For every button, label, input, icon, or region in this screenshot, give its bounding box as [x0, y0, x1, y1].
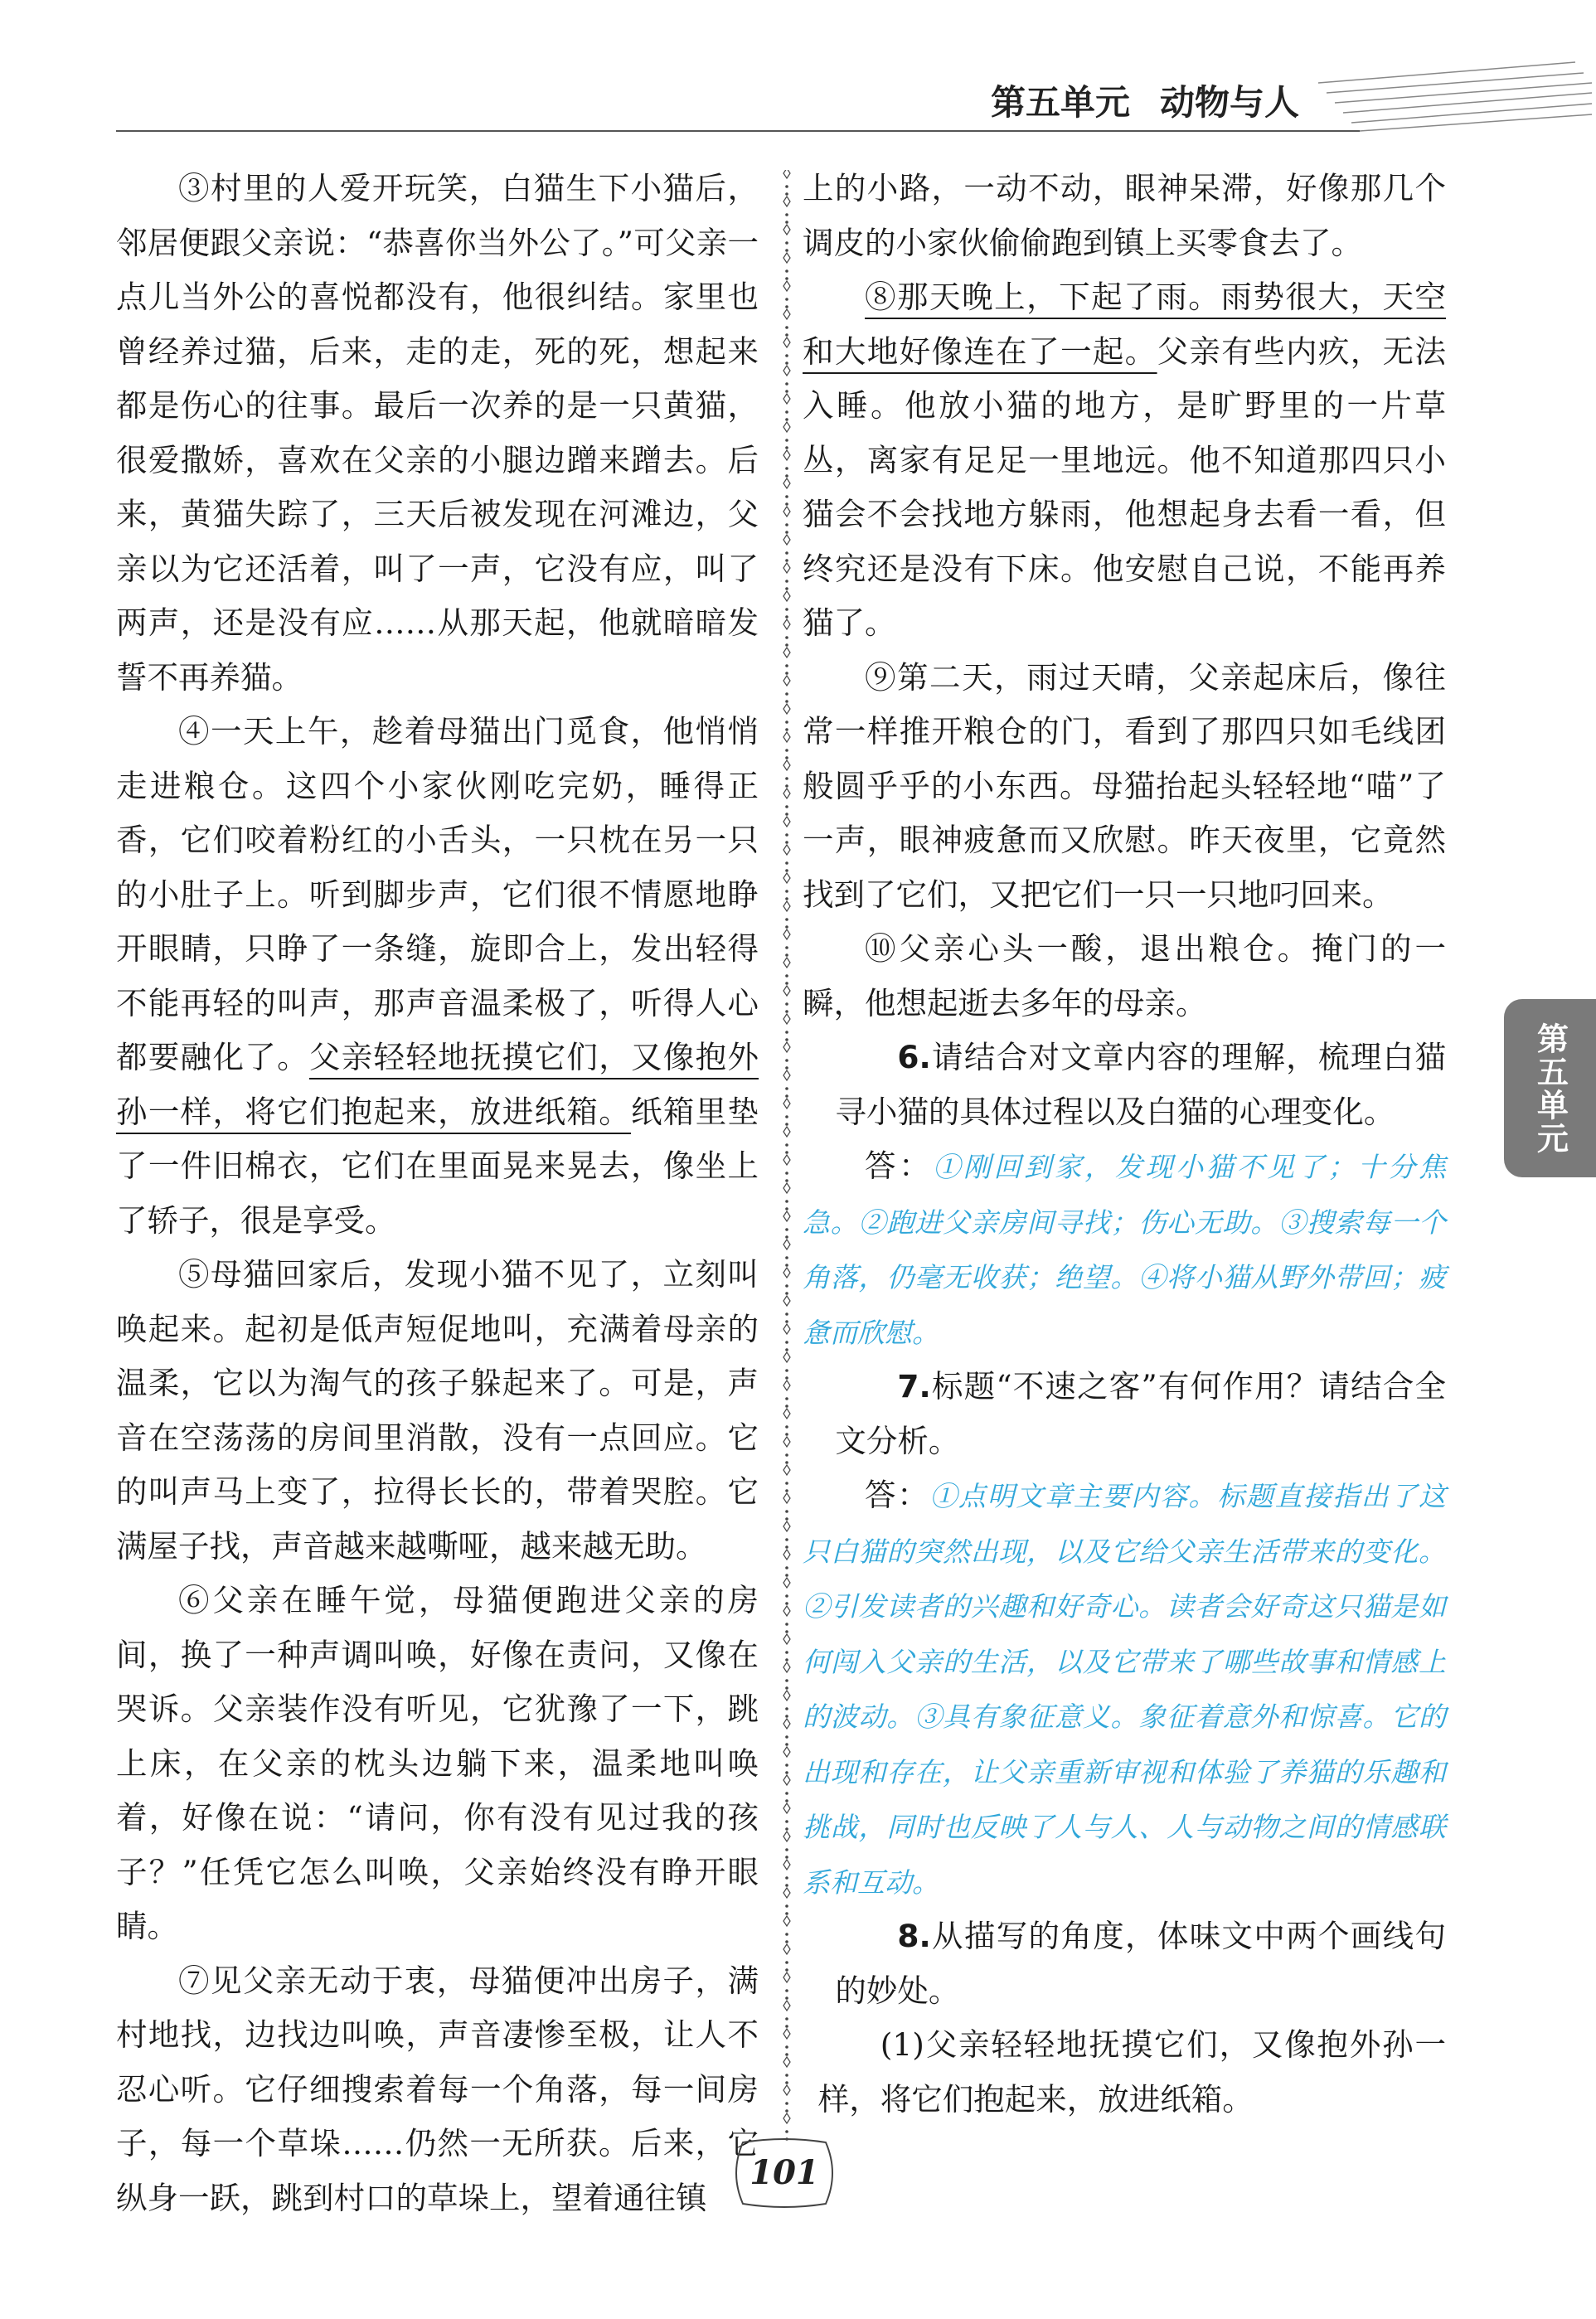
- divider-diamond: [783, 535, 790, 545]
- divider-dot: [785, 1933, 788, 1936]
- paragraph-4: [116, 705, 759, 1248]
- divider-diamond: [783, 704, 790, 714]
- divider-diamond: [783, 1775, 790, 1785]
- divider-dot: [785, 531, 788, 534]
- divider-dot: [785, 2074, 788, 2077]
- question-8-text: 从描写的角度，体味文中两个画线句的妙处。: [835, 1918, 1446, 2009]
- divider-dot: [785, 672, 788, 675]
- divider-diamond: [783, 1550, 790, 1560]
- divider-dot: [785, 1482, 788, 1485]
- divider-dot: [785, 1538, 788, 1541]
- divider-diamond: [783, 1860, 790, 1870]
- divider-dot: [785, 1404, 788, 1408]
- divider-dot: [785, 1884, 788, 1887]
- divider-dot: [785, 221, 788, 224]
- divider-dot: [785, 1764, 788, 1767]
- divider-diamond: [783, 1240, 790, 1249]
- divider-dot: [785, 700, 788, 703]
- divider-diamond: [783, 817, 790, 827]
- question-7-number: 7.: [897, 1368, 931, 1404]
- divider-diamond: [783, 788, 790, 798]
- page-number: 101: [749, 2153, 819, 2192]
- paragraph-5: ⑤母猫回家后，发现小猫不见了，立刻叫唤起来。起初是低声短促地叫，充满着母亲的温柔，它以为淘气的孩子躲起来了。可是，声音在空荡荡的房间里消散，没有一点回应。它的叫声马上变了，拉得长长的，带着哭腔。它满屋子找，声音越来越嘶哑，越来越无助。: [116, 1256, 759, 1565]
- paragraph-7: ⑦见父亲无动于衷，母猫便冲出房子，满村地找，边找边叫唤，声音凄惨至极，让人不忍心听。它仔细搜索着每一个角落，每一间房子，每一个草垛……仍然一无所获。后来，它纵身一跃，跳到村口的草垛上，望着通往镇: [116, 1962, 759, 2216]
- divider-diamond: [783, 1296, 790, 1306]
- underlined-sentence-2: ⑧那天晚上，下起了雨。雨势很大，天空和大地好像连在了一起。: [803, 279, 1446, 370]
- question-6-number: 6.: [897, 1039, 931, 1075]
- divider-diamond: [783, 1803, 790, 1813]
- divider-dot: [785, 559, 788, 562]
- paragraph-7-continued: 上的小路，一动不动，眼神呆滞，好像那几个调皮的小家伙偷偷跑到镇上买零食去了。: [803, 170, 1446, 261]
- divider-dot: [785, 813, 788, 816]
- divider-diamond: [783, 1465, 790, 1475]
- divider-diamond: [783, 986, 790, 996]
- divider-dot: [785, 1369, 788, 1372]
- divider-dot: [785, 1856, 788, 1859]
- divider-dot: [785, 1066, 788, 1070]
- underlined-sentence-1: 父亲轻轻地抚摸它们，又像抱外孙一样，将它们抱起来，放进纸箱。: [116, 1039, 759, 1130]
- divider-diamond: [783, 450, 790, 460]
- divider-dot: [785, 249, 788, 252]
- divider-dot: [785, 756, 788, 759]
- divider-dot: [785, 1123, 788, 1126]
- divider-dot: [785, 1284, 788, 1288]
- divider-diamond: [783, 929, 790, 939]
- divider-diamond: [783, 2057, 790, 2067]
- right-column: [803, 162, 1446, 2127]
- answer-6-label: 答：: [865, 1147, 934, 1184]
- column-divider: [781, 170, 793, 2143]
- divider-diamond: [783, 1916, 790, 1926]
- divider-diamond: [783, 1183, 790, 1193]
- divider-dot: [785, 298, 788, 301]
- divider-diamond: [783, 1324, 790, 1334]
- divider-diamond: [783, 1719, 790, 1729]
- divider-dot: [785, 551, 788, 555]
- divider-dot: [785, 1623, 788, 1626]
- divider-dot: [785, 869, 788, 872]
- divider-diamond: [783, 1493, 790, 1503]
- divider-diamond: [783, 873, 790, 883]
- divider-dot: [785, 2045, 788, 2049]
- divider-dot: [785, 1799, 788, 1802]
- divider-diamond: [783, 648, 790, 657]
- divider-dot: [785, 2017, 788, 2021]
- divider-diamond: [783, 760, 790, 770]
- divider-dot: [785, 495, 788, 498]
- divider-dot: [785, 1172, 788, 1175]
- divider-dot: [785, 1453, 788, 1457]
- divider-dot: [785, 1002, 788, 1006]
- divider-dot: [785, 1200, 788, 1203]
- divider-diamond: [783, 225, 790, 235]
- question-8-sub-1: (1)父亲轻轻地抚摸它们，又像抱外孙一样，将它们抱起来，放进纸箱。: [817, 2026, 1446, 2118]
- divider-diamond: [783, 478, 790, 488]
- left-column: [116, 162, 759, 2225]
- divider-dot: [785, 1968, 788, 1972]
- divider-diamond: [783, 1831, 790, 1841]
- divider-diamond: [783, 1042, 790, 1052]
- divider-diamond: [783, 394, 790, 404]
- paragraph-9: ⑨第二天，雨过天晴，父亲起床后，像往常一样推开粮仓的门，看到了那四只如毛线团般圆乎乎的小东西。母猫抬起头轻轻地“喵”了一声，眼神疲惫而又欣慰。昨天夜里，它竟然找到了它们，又把它们一只一只地叼回来。: [803, 658, 1446, 913]
- divider-dot: [785, 1602, 788, 1605]
- divider-dot: [785, 636, 788, 639]
- divider-dot: [785, 1292, 788, 1295]
- divider-dot: [785, 446, 788, 449]
- divider-dot: [785, 1545, 788, 1549]
- divider-diamond: [783, 1127, 790, 1137]
- divider-diamond: [783, 901, 790, 911]
- divider-dot: [785, 2130, 788, 2133]
- divider-dot: [785, 1517, 788, 1521]
- divider-dot: [785, 354, 788, 357]
- divider-dot: [785, 1574, 788, 1577]
- divider-dot: [785, 185, 788, 188]
- divider-dot: [785, 805, 788, 808]
- divider-dot: [785, 2102, 788, 2105]
- divider-diamond: [783, 1634, 790, 1644]
- divider-dot: [785, 418, 788, 421]
- divider-dot: [785, 269, 788, 273]
- divider-dot: [785, 1256, 788, 1259]
- divider-diamond: [783, 1578, 790, 1588]
- divider-dot: [785, 749, 788, 752]
- divider-dot: [785, 692, 788, 696]
- divider-dot: [785, 897, 788, 900]
- question-6-text: 请结合对文章内容的理解，梳理白猫寻小猫的具体过程以及白猫的心理变化。: [835, 1039, 1446, 1130]
- divider-dot: [785, 974, 788, 978]
- divider-dot: [785, 277, 788, 280]
- divider-diamond: [783, 591, 790, 601]
- divider-dot: [785, 1989, 788, 1992]
- divider-dot: [785, 608, 788, 611]
- divider-diamond: [783, 732, 790, 742]
- divider-dot: [785, 1320, 788, 1323]
- divider-diamond: [783, 2001, 790, 2011]
- divider-diamond: [783, 170, 790, 178]
- divider-dot: [785, 890, 788, 893]
- divider-dot: [785, 587, 788, 590]
- divider-diamond: [783, 1972, 790, 1982]
- divider-dot: [785, 1630, 788, 1633]
- divider-dot: [785, 861, 788, 865]
- divider-dot: [785, 1707, 788, 1710]
- divider-dot: [785, 305, 788, 308]
- divider-diamond: [783, 676, 790, 686]
- divider-diamond: [783, 1070, 790, 1080]
- divider-diamond: [783, 366, 790, 376]
- divider-dot: [785, 410, 788, 414]
- divider-dot: [785, 382, 788, 386]
- divider-dot: [785, 1848, 788, 1851]
- divider-dot: [785, 2081, 788, 2084]
- answer-6-handwritten: ①刚回到家，发现小猫不见了；十分焦急。②跑进父亲房间寻找；伤心无助。③搜索每一个角落，仍毫无收获；绝望。④将小猫从野外带回；疲惫而欣慰。: [803, 1151, 1447, 1349]
- divider-dot: [785, 1912, 788, 1915]
- unit-side-tab-label: 第五单元: [1531, 1021, 1569, 1155]
- divider-dot: [785, 1348, 788, 1351]
- divider-diamond: [783, 2029, 790, 2039]
- divider-diamond: [783, 1352, 790, 1362]
- divider-dot: [785, 1207, 788, 1210]
- divider-dot: [785, 361, 788, 365]
- divider-dot: [785, 1376, 788, 1380]
- divider-dot: [785, 580, 788, 583]
- divider-diamond: [783, 507, 790, 517]
- divider-diamond: [783, 1606, 790, 1616]
- divider-dot: [785, 1094, 788, 1098]
- divider-diamond: [783, 619, 790, 629]
- answer-7-label: 答：: [865, 1477, 930, 1513]
- divider-dot: [785, 1771, 788, 1774]
- divider-dot: [785, 1031, 788, 1034]
- divider-dot: [785, 2053, 788, 2056]
- divider-dot: [785, 1143, 788, 1147]
- divider-diamond: [783, 1099, 790, 1109]
- paragraph-8: [803, 270, 1446, 651]
- divider-dot: [785, 1341, 788, 1344]
- divider-dot: [785, 643, 788, 647]
- divider-dot: [785, 1235, 788, 1239]
- answer-7: [803, 1468, 1446, 1909]
- divider-dot: [785, 615, 788, 619]
- divider-diamond: [783, 845, 790, 855]
- divider-diamond: [783, 1888, 790, 1898]
- divider-dot: [785, 777, 788, 780]
- divider-dot: [785, 728, 788, 731]
- divider-dot: [785, 1651, 788, 1654]
- divider-diamond: [783, 1437, 790, 1447]
- paragraph-6: ⑥父亲在睡午觉，母猫便跑进父亲的房间，换了一种声调叫唤，好像在责问，又像在哭诉。父亲装作没有听见，它犹豫了一下，跳上床，在父亲的枕头边躺下来，温柔地叫唤着，好像在说：“请问，你有没有见过我的孩子？”任凭它怎么叫唤，父亲始终没有睁开眼睛。: [116, 1582, 759, 1944]
- divider-diamond: [783, 253, 790, 263]
- divider-diamond: [783, 196, 790, 206]
- divider-diamond: [783, 1521, 790, 1531]
- divider-dot: [785, 720, 788, 724]
- divider-dot: [785, 1792, 788, 1795]
- divider-dot: [785, 1425, 788, 1429]
- divider-dot: [785, 1735, 788, 1739]
- question-8: [803, 1909, 1446, 2018]
- divider-dot: [785, 2025, 788, 2028]
- divider-dot: [785, 1059, 788, 1062]
- divider-diamond: [783, 2085, 790, 2095]
- divider-dot: [785, 946, 788, 949]
- divider-dot: [785, 982, 788, 985]
- divider-diamond: [783, 1211, 790, 1221]
- divider-diamond: [783, 1691, 790, 1700]
- divider-dot: [785, 833, 788, 837]
- divider-dot: [785, 1940, 788, 1943]
- divider-diamond: [783, 1662, 790, 1672]
- unit-side-tab: [1504, 999, 1596, 1177]
- divider-dot: [785, 1038, 788, 1041]
- divider-dot: [785, 664, 788, 667]
- header-title: [991, 76, 1299, 129]
- divider-dot: [785, 918, 788, 921]
- divider-diamond: [783, 1944, 790, 1954]
- header-decoration: [0, 0, 1596, 141]
- divider-dot: [785, 467, 788, 470]
- paragraph-10: ⑩父亲心头一酸，退出粮仓。掩门的一瞬，他想起逝去多年的母亲。: [803, 930, 1446, 1021]
- divider-dot: [785, 1961, 788, 1964]
- divider-dot: [785, 523, 788, 526]
- divider-dot: [785, 1087, 788, 1090]
- divider-diamond: [783, 281, 790, 291]
- answer-7-handwritten: ①点明文章主要内容。标题直接指出了这只白猫的突然出现，以及它给父亲生活带来的变化。②引发读者的兴趣和好奇心。读者会好奇这只猫是如何闯入父亲的生活，以及它带来了哪些故事和情感上的波动。③具有象征意义。象征着意外和惊喜。它的出现和存在，让父亲重新审视和体验了养猫的乐趣和挑战，同时也反映了人与人、人与动物之间的情感联系和互动。: [803, 1480, 1447, 1899]
- question-8-number: 8.: [897, 1918, 931, 1954]
- paragraph-4-rest: 纸箱里垫了一件旧棉衣，它们在里面晃来晃去，像坐上了轿子，很是享受。: [116, 1093, 759, 1239]
- divider-diamond: [783, 422, 790, 432]
- divider-dot: [785, 333, 788, 337]
- header-theme: 动物与人: [1160, 82, 1300, 123]
- divider-dot: [785, 1312, 788, 1316]
- divider-dot: [785, 1996, 788, 2000]
- divider-diamond: [783, 958, 790, 968]
- divider-dot: [785, 502, 788, 506]
- divider-dot: [785, 925, 788, 929]
- divider-diamond: [783, 2113, 790, 2123]
- divider-dot: [785, 1658, 788, 1662]
- divider-dot: [785, 1820, 788, 1823]
- header-unit: 第五单元: [991, 82, 1131, 123]
- divider-dot: [785, 213, 788, 216]
- divider-dot: [785, 2109, 788, 2113]
- divider-diamond: [783, 1747, 790, 1757]
- divider-diamond: [783, 337, 790, 347]
- divider-dot: [785, 1679, 788, 1682]
- question-7: [803, 1360, 1446, 1468]
- divider-dot: [785, 390, 788, 393]
- divider-dot: [785, 784, 788, 788]
- answer-6: [803, 1139, 1446, 1360]
- divider-diamond: [783, 1409, 790, 1419]
- question-7-text: 标题“不速之客”有何作用？请结合全文分析。: [835, 1368, 1446, 1459]
- divider-diamond: [783, 563, 790, 573]
- divider-dot: [785, 1594, 788, 1598]
- divider-diamond: [783, 1380, 790, 1390]
- question-6: [803, 1031, 1446, 1139]
- divider-diamond: [783, 1014, 790, 1024]
- divider-dot: [785, 439, 788, 442]
- divider-dot: [785, 1686, 788, 1690]
- divider-dot: [785, 1827, 788, 1831]
- divider-dot: [785, 953, 788, 957]
- divider-dot: [785, 241, 788, 245]
- divider-dot: [785, 1151, 788, 1154]
- divider-dot: [785, 1228, 788, 1231]
- divider-dot: [785, 1743, 788, 1746]
- divider-dot: [785, 1566, 788, 1569]
- divider-dot: [785, 326, 788, 329]
- divider-dot: [785, 1510, 788, 1513]
- divider-diamond: [783, 1268, 790, 1278]
- divider-dot: [785, 1876, 788, 1880]
- divider-dot: [785, 1397, 788, 1400]
- divider-dot: [785, 1115, 788, 1118]
- divider-dot: [785, 192, 788, 196]
- divider-dot: [785, 1461, 788, 1464]
- divider-dot: [785, 1010, 788, 1013]
- divider-dot: [785, 1433, 788, 1436]
- divider-dot: [785, 841, 788, 844]
- paragraph-4-text: ④一天上午，趁着母猫出门觅食，他悄悄走进粮仓。这四个小家伙刚吃完奶，睡得正香，它们咬着粉红的小舌头，一只枕在另一只的小肚子上。听到脚步声，它们很不情愿地睁开眼睛，只睁了一条缝，旋即合上，发出轻得不能再轻的叫声，那声音温柔极了，听得人心都要融化了。: [116, 713, 759, 1075]
- divider-diamond: [783, 309, 790, 319]
- divider-dot: [785, 1489, 788, 1492]
- divider-dot: [785, 1264, 788, 1267]
- divider-dot: [785, 474, 788, 478]
- divider-dot: [785, 1904, 788, 1908]
- divider-dot: [785, 1179, 788, 1182]
- divider-diamond: [783, 1155, 790, 1165]
- paragraph-3: ③村里的人爱开玩笑，白猫生下小猫后，邻居便跟父亲说：“恭喜你当外公了。”可父亲一点儿当外公的喜悦都没有，他很纠结。家里也曾经养过猫，后来，走的走，死的死，想起来都是伤心的往事。最后一次养的是一只黄猫，很爱撒娇，喜欢在父亲的小腿边蹭来蹭去。后来，黄猫失踪了，三天后被发现在河滩边，父亲以为它还活着，叫了一声，它没有应，叫了两声，还是没有应……从那天起，他就暗暗发誓不再养猫。: [116, 170, 759, 696]
- paragraph-8-rest: 父亲有些内疚，无法入睡。他放小猫的地方，是旷野里的一片草丛，离家有足足一里地远。他不知道那四只小猫会不会找地方躲雨，他想起身去看一看，但终究还是没有下床。他安慰自己说，不能再养猫了。: [803, 332, 1447, 641]
- divider-dot: [785, 1715, 788, 1718]
